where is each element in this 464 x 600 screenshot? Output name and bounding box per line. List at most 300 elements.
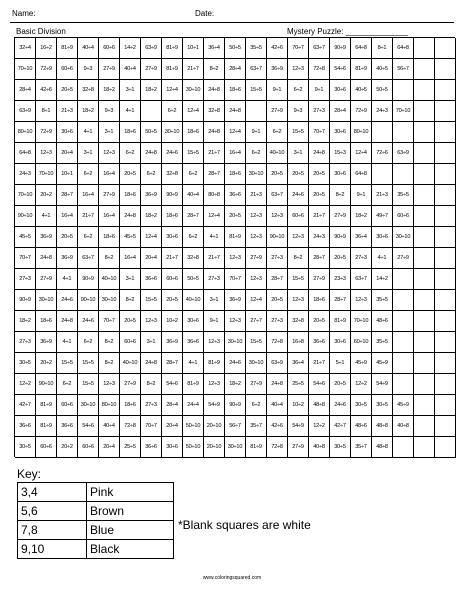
grid-cell: 12÷4 — [246, 290, 267, 311]
grid-cell: 35÷5 — [372, 332, 393, 353]
grid-cell: 6÷2 — [141, 164, 162, 185]
grid-cell: 49÷7 — [372, 206, 393, 227]
grid-cell: 15÷5 — [288, 269, 309, 290]
grid-cell: 8÷2 — [99, 332, 120, 353]
grid-cell: 12÷3 — [204, 332, 225, 353]
grid-cell: 81÷9 — [330, 311, 351, 332]
key-color: Blue — [87, 521, 174, 540]
grid-cell — [414, 269, 435, 290]
grid-cell: 64÷8 — [351, 164, 372, 185]
grid-cell — [393, 122, 414, 143]
grid-cell: 3÷1 — [141, 332, 162, 353]
grid-cell: 12÷3 — [267, 206, 288, 227]
grid-cell: 70÷7 — [99, 311, 120, 332]
mystery-puzzle-label: Mystery Puzzle: ______________ — [287, 27, 408, 36]
grid-cell: 40÷10 — [267, 143, 288, 164]
grid-cell: 30÷10 — [183, 80, 204, 101]
grid-cell: 54÷9 — [204, 395, 225, 416]
grid-cell: 18÷6 — [120, 395, 141, 416]
grid-cell: 36÷4 — [204, 38, 225, 59]
grid-cell — [414, 437, 435, 458]
grid-cell: 54÷9 — [372, 374, 393, 395]
grid-cell — [414, 248, 435, 269]
grid-cell: 50÷10 — [183, 437, 204, 458]
grid-cell: 8÷2 — [120, 290, 141, 311]
grid-cell: 9÷3 — [99, 101, 120, 122]
date-label: Date: — [195, 9, 215, 18]
grid-cell: 8÷2 — [288, 248, 309, 269]
grid-cell: 24÷8 — [204, 122, 225, 143]
grid-cell: 9÷3 — [78, 59, 99, 80]
grid-cell: 20÷5 — [288, 164, 309, 185]
grid-cell — [141, 101, 162, 122]
grid-cell: 40÷5 — [351, 80, 372, 101]
grid-cell: 23÷3 — [330, 269, 351, 290]
grid-cell: 24÷6 — [162, 143, 183, 164]
grid-cell: 10÷2 — [288, 395, 309, 416]
grid-cell: 6÷2 — [78, 227, 99, 248]
grid-cell: 28÷4 — [330, 101, 351, 122]
grid-cell: 81÷9 — [204, 353, 225, 374]
grid-cell: 15÷5 — [78, 374, 99, 395]
grid-cell — [393, 80, 414, 101]
grid-cell: 18÷6 — [162, 206, 183, 227]
grid-cell — [393, 269, 414, 290]
grid-cell: 12÷3 — [141, 311, 162, 332]
grid-cell: 81÷9 — [57, 38, 78, 59]
key-color: Pink — [87, 483, 174, 502]
grid-cell: 20÷4 — [162, 416, 183, 437]
grid-cell: 6÷2 — [120, 143, 141, 164]
grid-cell: 32÷8 — [162, 164, 183, 185]
grid-cell: 48÷8 — [309, 395, 330, 416]
grid-cell: 36÷6 — [225, 185, 246, 206]
grid-cell: 27÷3 — [15, 269, 36, 290]
grid-cell: 20÷5 — [57, 227, 78, 248]
grid-cell — [435, 311, 456, 332]
grid-cell: 9÷1 — [204, 311, 225, 332]
grid-cell: 30÷5 — [15, 437, 36, 458]
grid-cell: 8÷2 — [99, 353, 120, 374]
grid-cell: 4÷1 — [57, 269, 78, 290]
grid-cell: 12÷4 — [225, 122, 246, 143]
grid-cell: 8÷2 — [204, 59, 225, 80]
grid-cell: 27÷9 — [393, 248, 414, 269]
grid-cell: 35÷7 — [246, 416, 267, 437]
grid-cell: 5÷1 — [330, 353, 351, 374]
grid-cell: 18÷6 — [36, 311, 57, 332]
grid-cell — [393, 353, 414, 374]
grid-cell: 30÷5 — [372, 395, 393, 416]
grid-cell: 12÷3 — [225, 311, 246, 332]
grid-cell: 20÷5 — [120, 311, 141, 332]
grid-cell: 30÷10 — [36, 290, 57, 311]
grid-cell: 20÷4 — [57, 143, 78, 164]
grid-cell: 4÷1 — [372, 248, 393, 269]
grid-cell: 28÷7 — [162, 353, 183, 374]
grid-cell: 90÷9 — [162, 185, 183, 206]
name-label: Name: — [12, 9, 36, 18]
grid-cell: 18÷2 — [351, 206, 372, 227]
grid-cell: 27÷9 — [330, 206, 351, 227]
grid-cell: 30÷5 — [330, 437, 351, 458]
grid-cell: 18÷6 — [225, 164, 246, 185]
grid-cell — [414, 122, 435, 143]
grid-cell: 30÷5 — [351, 395, 372, 416]
grid-cell: 30÷6 — [57, 122, 78, 143]
grid-cell: 21÷7 — [309, 206, 330, 227]
grid-cell: 6÷2 — [288, 80, 309, 101]
grid-cell: 63÷7 — [309, 38, 330, 59]
grid-cell: 24÷8 — [141, 353, 162, 374]
grid-cell — [393, 290, 414, 311]
grid-cell: 20÷10 — [204, 416, 225, 437]
grid-cell: 12÷3 — [36, 143, 57, 164]
grid-cell — [435, 206, 456, 227]
grid-cell: 6÷2 — [57, 374, 78, 395]
grid-cell — [414, 206, 435, 227]
grid-cell: 12÷4 — [162, 80, 183, 101]
grid-cell: 6÷2 — [267, 122, 288, 143]
grid-cell: 9÷1 — [246, 122, 267, 143]
grid-cell: 70÷10 — [393, 101, 414, 122]
grid-cell: 24÷3 — [15, 164, 36, 185]
footer-url: www.coloringsquared.com — [202, 575, 262, 581]
grid-cell — [393, 164, 414, 185]
grid-cell: 18÷2 — [225, 374, 246, 395]
grid-cell: 30÷6 — [330, 80, 351, 101]
grid-cell: 42÷7 — [330, 416, 351, 437]
grid-cell: 36÷9 — [225, 290, 246, 311]
grid-cell: 12÷3 — [288, 227, 309, 248]
grid-cell: 48÷6 — [372, 311, 393, 332]
key-range: 5,6 — [18, 502, 87, 521]
grid-cell — [393, 374, 414, 395]
grid-cell: 20÷5 — [267, 164, 288, 185]
grid-cell: 20÷10 — [204, 437, 225, 458]
grid-cell — [414, 80, 435, 101]
grid-cell: 3÷1 — [99, 122, 120, 143]
grid-cell: 16÷4 — [99, 164, 120, 185]
grid-cell: 70÷10 — [15, 59, 36, 80]
grid-cell: 12÷3 — [225, 248, 246, 269]
grid-cell: 12÷3 — [99, 143, 120, 164]
grid-cell: 24÷8 — [141, 143, 162, 164]
grid-cell: 72÷6 — [372, 143, 393, 164]
grid-cell: 81÷9 — [183, 374, 204, 395]
grid-cell: 12÷4 — [351, 143, 372, 164]
grid-cell: 72÷8 — [267, 437, 288, 458]
grid-cell: 27÷3 — [267, 248, 288, 269]
name-date-bar — [10, 7, 454, 23]
grid-cell: 24÷3 — [309, 227, 330, 248]
blank-squares-note: *Blank squares are white — [178, 518, 311, 532]
grid-cell — [435, 416, 456, 437]
grid-cell — [435, 269, 456, 290]
grid-cell: 28÷7 — [330, 290, 351, 311]
grid-cell: 36÷9 — [162, 332, 183, 353]
grid-cell: 63÷9 — [393, 143, 414, 164]
grid-cell: 60÷6 — [78, 437, 99, 458]
grid-cell: 20÷2 — [57, 437, 78, 458]
grid-cell: 63÷7 — [351, 269, 372, 290]
grid-cell: 4÷1 — [36, 206, 57, 227]
grid-cell: 16÷4 — [57, 206, 78, 227]
grid-cell: 70÷7 — [15, 248, 36, 269]
grid-cell — [393, 311, 414, 332]
grid-cell: 20÷5 — [225, 206, 246, 227]
grid-cell: 15÷5 — [183, 143, 204, 164]
grid-cell: 27÷9 — [36, 269, 57, 290]
grid-cell: 64÷8 — [15, 143, 36, 164]
grid-cell: 20÷5 — [309, 164, 330, 185]
grid-cell: 30÷6 — [330, 332, 351, 353]
grid-cell: 12÷3 — [204, 374, 225, 395]
grid-cell: 30÷10 — [225, 437, 246, 458]
grid-cell: 20÷4 — [141, 248, 162, 269]
grid-cell: 42÷6 — [267, 38, 288, 59]
grid-cell: 36÷6 — [15, 416, 36, 437]
grid-cell: 72÷9 — [351, 101, 372, 122]
grid-cell: 63÷7 — [246, 59, 267, 80]
grid-cell: 72÷8 — [309, 59, 330, 80]
grid-cell: 70÷7 — [309, 122, 330, 143]
grid-cell: 40÷4 — [120, 59, 141, 80]
grid-cell: 80÷8 — [204, 185, 225, 206]
grid-cell — [435, 332, 456, 353]
key-range: 3,4 — [18, 483, 87, 502]
grid-cell: 30÷6 — [162, 227, 183, 248]
grid-cell: 12÷4 — [183, 101, 204, 122]
grid-cell: 27÷9 — [309, 269, 330, 290]
grid-cell: 42÷6 — [36, 80, 57, 101]
grid-cell: 81÷9 — [162, 59, 183, 80]
grid-cell: 20÷5 — [267, 290, 288, 311]
grid-cell: 16÷4 — [120, 248, 141, 269]
grid-cell: 12÷3 — [288, 59, 309, 80]
grid-cell: 27÷3 — [351, 248, 372, 269]
grid-cell: 20÷5 — [162, 290, 183, 311]
grid-cell: 8÷2 — [330, 185, 351, 206]
grid-cell: 21÷7 — [204, 248, 225, 269]
grid-cell: 21÷7 — [309, 353, 330, 374]
grid-cell — [414, 164, 435, 185]
grid-cell: 36÷4 — [288, 353, 309, 374]
grid-cell: 12÷3 — [246, 227, 267, 248]
grid-cell: 36÷6 — [141, 437, 162, 458]
grid-cell: 60÷6 — [393, 206, 414, 227]
grid-cell: 25÷5 — [288, 374, 309, 395]
grid-cell: 15÷5 — [246, 80, 267, 101]
grid-cell: 24÷6 — [330, 395, 351, 416]
grid-cell — [435, 59, 456, 80]
key-row — [18, 521, 174, 540]
grid-cell: 9÷1 — [351, 185, 372, 206]
grid-cell: 54÷6 — [78, 416, 99, 437]
grid-cell — [435, 38, 456, 59]
puzzle-grid — [14, 37, 455, 457]
grid-cell: 32÷4 — [15, 38, 36, 59]
grid-cell: 28÷7 — [57, 185, 78, 206]
grid-cell: 3÷1 — [120, 80, 141, 101]
grid-cell: 4÷1 — [183, 353, 204, 374]
grid-cell: 63÷9 — [15, 101, 36, 122]
grid-cell — [435, 395, 456, 416]
grid-cell: 90÷10 — [78, 290, 99, 311]
grid-cell: 63÷7 — [78, 248, 99, 269]
grid-cell: 90÷9 — [330, 227, 351, 248]
grid-cell — [414, 185, 435, 206]
grid-cell: 15÷5 — [288, 122, 309, 143]
grid-cell: 42÷7 — [15, 395, 36, 416]
key-row — [18, 483, 174, 502]
grid-cell: 72÷9 — [36, 59, 57, 80]
grid-cell: 28÷4 — [162, 395, 183, 416]
grid-cell: 90÷10 — [267, 227, 288, 248]
grid-cell: 16÷8 — [288, 332, 309, 353]
grid-cell — [414, 101, 435, 122]
grid-cell: 32÷8 — [288, 311, 309, 332]
grid-cell: 12÷4 — [204, 206, 225, 227]
grid-cell — [372, 164, 393, 185]
grid-cell: 60÷6 — [36, 437, 57, 458]
grid-cell: 42÷6 — [267, 416, 288, 437]
grid-cell: 60÷6 — [288, 206, 309, 227]
grid-cell: 18÷2 — [141, 206, 162, 227]
grid-cell: 36÷9 — [57, 248, 78, 269]
grid-cell: 4÷1 — [78, 122, 99, 143]
grid-cell: 20÷5 — [330, 374, 351, 395]
grid-cell: 4÷1 — [57, 332, 78, 353]
grid-cell: 81÷9 — [351, 59, 372, 80]
grid-cell — [435, 101, 456, 122]
grid-cell: 16÷4 — [78, 185, 99, 206]
grid-cell — [435, 227, 456, 248]
grid-cell: 12÷4 — [141, 227, 162, 248]
grid-cell: 27÷9 — [99, 59, 120, 80]
grid-cell — [414, 59, 435, 80]
grid-cell: 60÷6 — [99, 38, 120, 59]
grid-cell: 40÷4 — [78, 38, 99, 59]
grid-cell: 27÷9 — [288, 437, 309, 458]
grid-cell: 8÷2 — [141, 374, 162, 395]
grid-cell: 40÷10 — [183, 290, 204, 311]
grid-cell: 20÷5 — [330, 248, 351, 269]
grid-cell: 28÷4 — [15, 80, 36, 101]
grid-cell — [435, 437, 456, 458]
grid-cell: 25÷5 — [120, 437, 141, 458]
key-range: 7,8 — [18, 521, 87, 540]
grid-cell: 60÷6 — [57, 59, 78, 80]
grid-cell: 28÷7 — [267, 269, 288, 290]
grid-cell: 45÷9 — [372, 353, 393, 374]
grid-cell: 3÷1 — [78, 143, 99, 164]
grid-cell: 12÷2 — [309, 416, 330, 437]
grid-cell: 27÷9 — [120, 374, 141, 395]
grid-cell: 90÷9 — [225, 395, 246, 416]
grid-cell: 80÷10 — [351, 122, 372, 143]
grid-cell: 35÷5 — [372, 290, 393, 311]
grid-cell: 18÷6 — [225, 80, 246, 101]
grid-cell: 20÷5 — [309, 185, 330, 206]
grid-cell: 20÷5 — [57, 80, 78, 101]
grid-cell: 21÷7 — [162, 248, 183, 269]
grid-cell: 27÷9 — [267, 101, 288, 122]
grid-cell: 27÷3 — [204, 269, 225, 290]
grid-cell: 12÷3 — [351, 290, 372, 311]
grid-cell — [435, 353, 456, 374]
grid-cell: 20÷5 — [120, 164, 141, 185]
grid-cell: 80÷10 — [99, 395, 120, 416]
grid-cell: 56÷7 — [393, 59, 414, 80]
grid-cell: 6÷2 — [246, 395, 267, 416]
grid-cell: 24÷8 — [204, 80, 225, 101]
grid-cell: 35÷5 — [246, 38, 267, 59]
grid-cell — [372, 122, 393, 143]
grid-cell: 28÷7 — [183, 206, 204, 227]
grid-cell: 30÷10 — [78, 395, 99, 416]
grid-cell: 28÷7 — [204, 164, 225, 185]
grid-cell: 3÷1 — [204, 290, 225, 311]
grid-cell: 63÷7 — [267, 185, 288, 206]
grid-cell: 70÷10 — [15, 185, 36, 206]
grid-cell: 3÷1 — [120, 269, 141, 290]
grid-cell: 54÷6 — [330, 59, 351, 80]
grid-cell: 60÷10 — [351, 332, 372, 353]
grid-cell: 40÷10 — [99, 269, 120, 290]
grid-cell: 90÷10 — [15, 206, 36, 227]
grid-cell: 64÷8 — [393, 38, 414, 59]
grid-cell: 21÷7 — [204, 143, 225, 164]
key-color: Brown — [87, 502, 174, 521]
grid-cell: 30÷6 — [183, 311, 204, 332]
grid-cell: 45÷9 — [393, 395, 414, 416]
grid-cell: 27÷9 — [99, 185, 120, 206]
grid-cell — [414, 38, 435, 59]
grid-cell: 12÷3 — [246, 269, 267, 290]
grid-cell — [414, 374, 435, 395]
grid-cell: 48÷8 — [372, 416, 393, 437]
grid-cell — [414, 227, 435, 248]
grid-cell: 3÷1 — [288, 143, 309, 164]
grid-cell: 24÷6 — [225, 353, 246, 374]
grid-cell: 30÷6 — [330, 164, 351, 185]
grid-cell: 4÷1 — [204, 227, 225, 248]
grid-cell: 32÷8 — [204, 101, 225, 122]
grid-cell — [435, 122, 456, 143]
grid-cell: 12÷3 — [288, 290, 309, 311]
grid-cell: 21÷3 — [372, 185, 393, 206]
grid-cell: 12÷3 — [246, 206, 267, 227]
grid-cell: 36÷9 — [141, 185, 162, 206]
grid-cell: 64÷8 — [351, 38, 372, 59]
grid-cell: 24÷3 — [372, 101, 393, 122]
grid-cell: 28÷7 — [309, 248, 330, 269]
grid-cell: 16÷4 — [225, 143, 246, 164]
grid-cell: 28÷4 — [225, 59, 246, 80]
grid-cell: 70÷7 — [141, 416, 162, 437]
grid-cell — [414, 353, 435, 374]
grid-cell: 21÷7 — [183, 59, 204, 80]
grid-cell: 30÷10 — [393, 227, 414, 248]
grid-cell: 18÷2 — [15, 311, 36, 332]
grid-cell: 63÷9 — [267, 353, 288, 374]
grid-cell: 6÷2 — [183, 227, 204, 248]
grid-cell: 24÷8 — [36, 248, 57, 269]
grid-cell: 15÷3 — [330, 143, 351, 164]
grid-cell: 20÷5 — [309, 311, 330, 332]
grid-cell: 30÷10 — [246, 353, 267, 374]
